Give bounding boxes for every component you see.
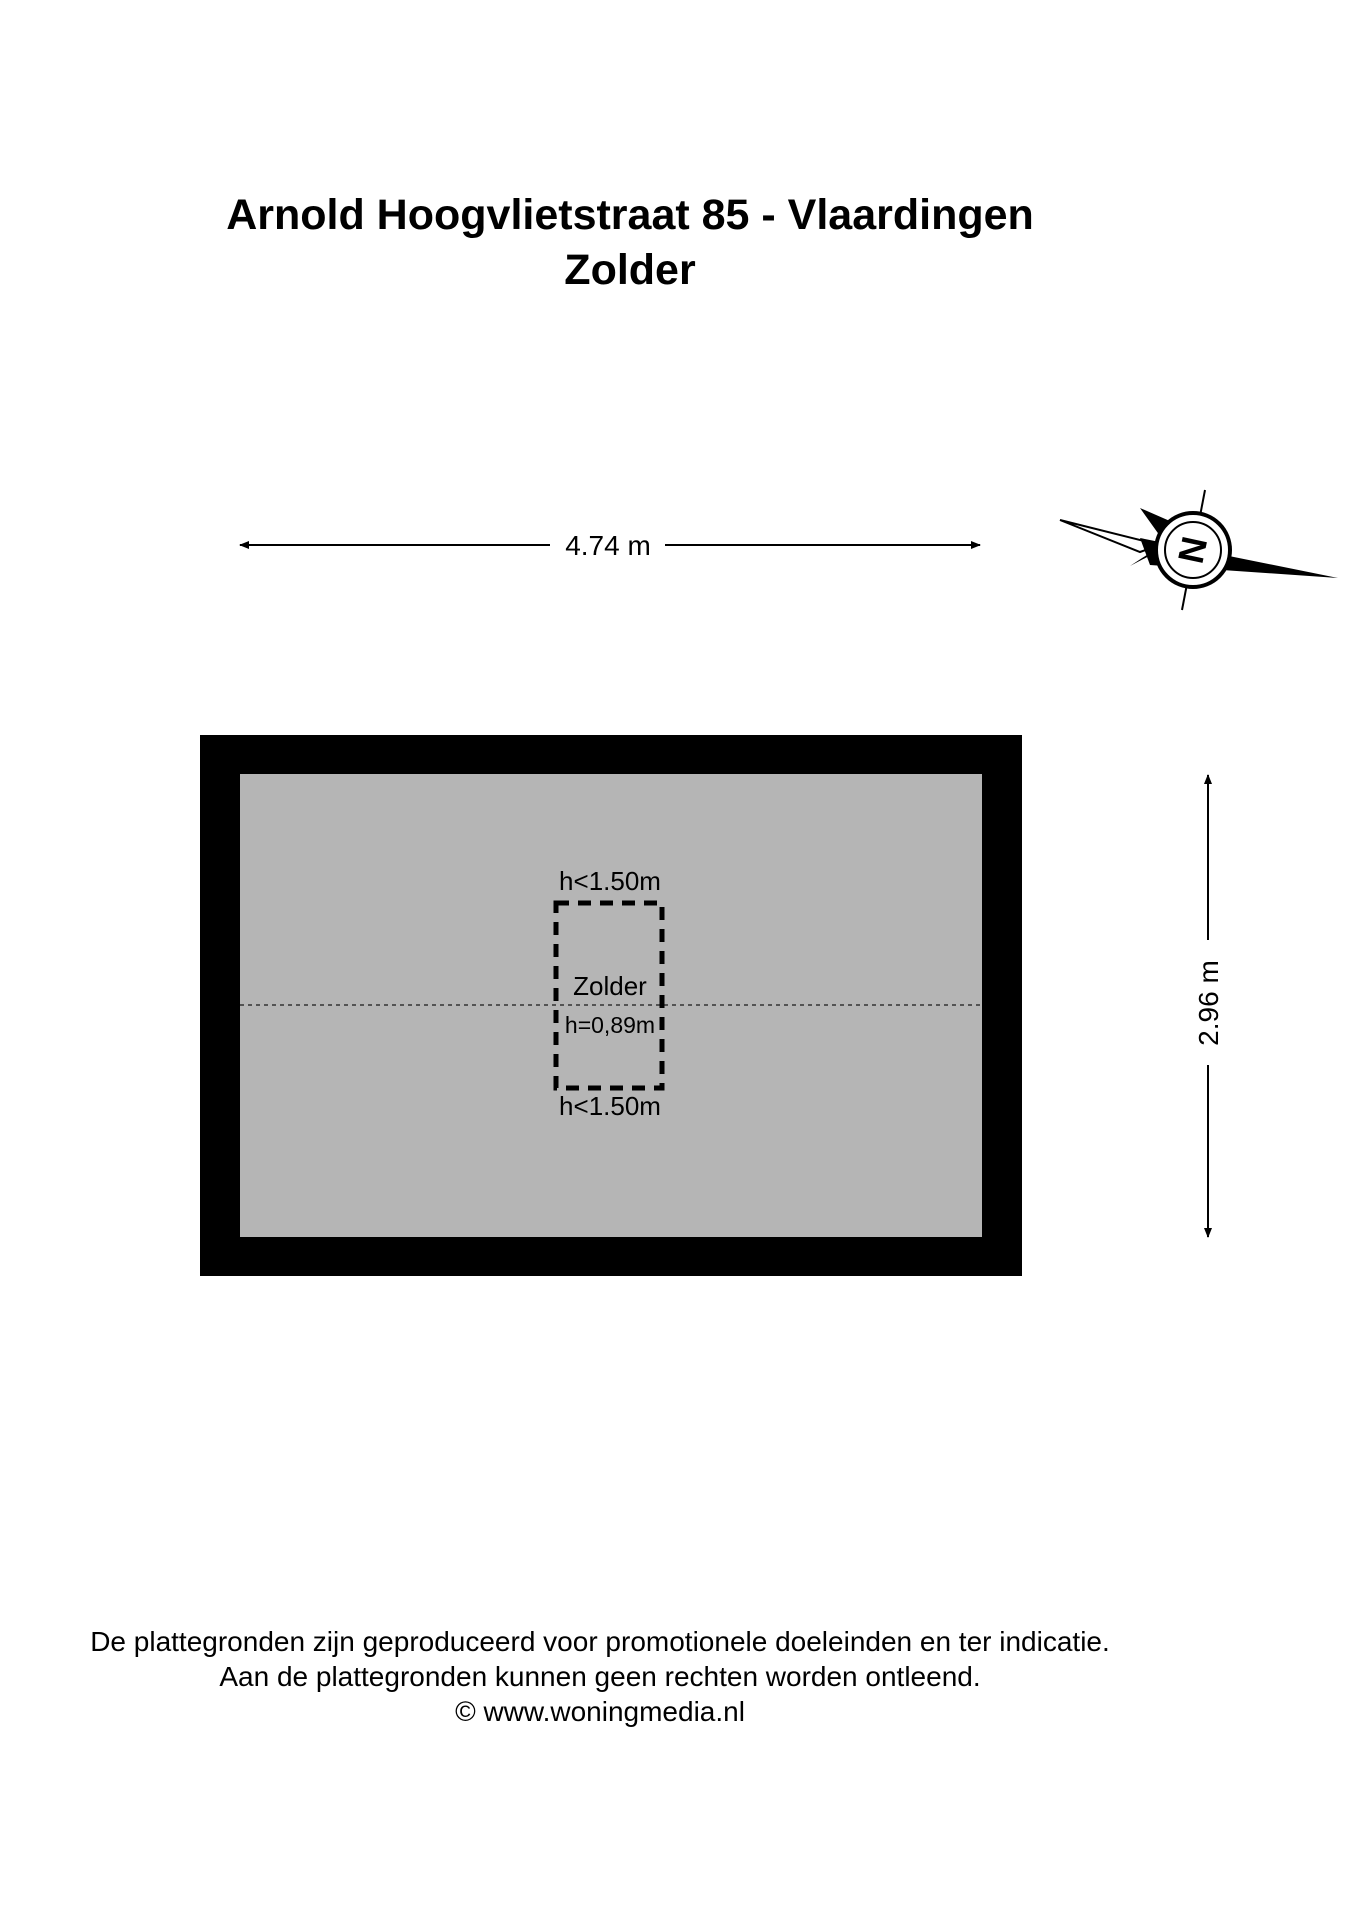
zone-bottom-label: h<1.50m — [559, 1091, 661, 1121]
compass-letter: N — [1169, 532, 1216, 567]
disclaimer-line-2: Aan de plattegronden kunnen geen rechten worden ontleend. — [219, 1661, 981, 1692]
width-dimension — [240, 530, 980, 561]
room-height: h=0,89m — [564, 1012, 656, 1038]
north-arrow-icon — [1060, 490, 1338, 610]
floor-title: Zolder — [564, 246, 696, 294]
copyright-link: © www.woningmedia.nl — [455, 1696, 745, 1727]
room-name: Zolder — [573, 971, 647, 1001]
zone-top-label: h<1.50m — [559, 866, 661, 896]
depth-dimension — [1193, 775, 1224, 1237]
depth-label: 2.96 m — [1193, 960, 1224, 1046]
width-label: 4.74 m — [565, 530, 651, 561]
address-title: Arnold Hoogvlietstraat 85 - Vlaardingen — [226, 191, 1034, 239]
disclaimer-line-1: De plattegronden zijn geproduceerd voor promotionele doeleinden en ter indicatie. — [90, 1626, 1110, 1657]
